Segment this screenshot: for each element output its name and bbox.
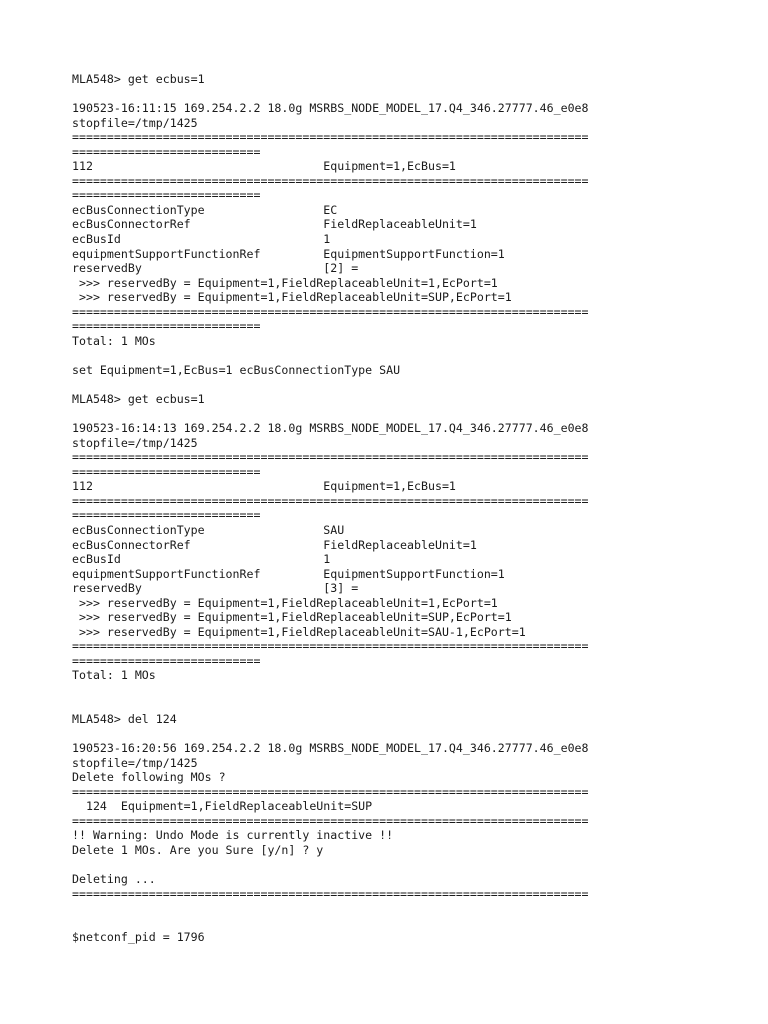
terminal-line: Delete 1 MOs. Are you Sure [y/n] ? y [72,842,324,857]
terminal-line: equipmentSupportFunctionRef EquipmentSupportFunction=1 [72,566,505,581]
blank-line [72,901,712,916]
terminal-line: =========================== [72,653,261,668]
terminal-line: ========================================================================== [72,304,589,319]
blank-line [72,916,712,931]
terminal-line: =========================== [72,144,261,159]
terminal-line: ========================================================================== [72,784,589,799]
blank-line [72,87,712,102]
blank-line [72,727,712,742]
terminal-line: ecBusConnectionType EC [72,202,338,217]
terminal-line: ========================================================================== [72,173,589,188]
terminal-line: stopfile=/tmp/1425 [72,115,198,130]
blank-line [72,377,712,392]
terminal-line: >>> reservedBy = Equipment=1,FieldReplaceableUnit=1,EcPort=1 [72,275,498,290]
terminal-line: $netconf_pid = 1796 [72,930,205,945]
terminal-line: ========================================================================== [72,493,589,508]
terminal-line: Deleting ... [72,872,156,887]
terminal-line: ========================================================================== [72,639,589,654]
blank-line [72,698,712,713]
blank-line [72,858,712,873]
blank-line [72,348,712,363]
terminal-line: 112 Equipment=1,EcBus=1 [72,479,456,494]
terminal-line: 190523-16:14:13 169.254.2.2 18.0g MSRBS_NODE_MODEL_17.Q4_346.27777.46_e0e8 [72,421,589,436]
terminal-line: =========================== [72,508,261,523]
terminal-line: stopfile=/tmp/1425 [72,435,198,450]
terminal-line: stopfile=/tmp/1425 [72,755,198,770]
terminal-line: MLA548> get ecbus=1 [72,392,205,407]
terminal-line: reservedBy [3] = [72,581,359,596]
terminal-line: set Equipment=1,EcBus=1 ecBusConnectionType SAU [72,362,401,377]
terminal-line: >>> reservedBy = Equipment=1,FieldReplaceableUnit=SUP,EcPort=1 [72,290,512,305]
terminal-line: ========================================================================== [72,450,589,465]
blank-line [72,683,712,698]
terminal-line: >>> reservedBy = Equipment=1,FieldReplaceableUnit=SAU-1,EcPort=1 [72,624,526,639]
terminal-line: equipmentSupportFunctionRef EquipmentSupportFunction=1 [72,246,505,261]
terminal-line: =========================== [72,319,261,334]
terminal-output [72,72,712,945]
terminal-line: =========================== [72,188,261,203]
terminal-line: 190523-16:20:56 169.254.2.2 18.0g MSRBS_NODE_MODEL_17.Q4_346.27777.46_e0e8 [72,741,589,756]
blank-line [72,407,712,422]
terminal-line: 124 Equipment=1,FieldReplaceableUnit=SUP [72,799,373,814]
terminal-line: ecBusId 1 [72,232,331,247]
terminal-line: ecBusConnectionType SAU [72,522,345,537]
terminal-line: MLA548> del 124 [72,712,177,727]
terminal-line: 112 Equipment=1,EcBus=1 [72,159,456,174]
terminal-line: ecBusConnectorRef FieldReplaceableUnit=1 [72,217,477,232]
terminal-line: ecBusId 1 [72,552,331,567]
terminal-line: !! Warning: Undo Mode is currently inactive !! [72,828,394,843]
terminal-line: ========================================================================== [72,886,589,901]
terminal-line: Total: 1 MOs [72,333,156,348]
terminal-line: >>> reservedBy = Equipment=1,FieldReplaceableUnit=1,EcPort=1 [72,595,498,610]
terminal-line: ========================================================================== [72,130,589,145]
terminal-line: MLA548> get ecbus=1 [72,72,205,86]
terminal-line: 190523-16:11:15 169.254.2.2 18.0g MSRBS_NODE_MODEL_17.Q4_346.27777.46_e0e8 [72,101,589,116]
terminal-line: Total: 1 MOs [72,668,156,683]
terminal-line: =========================== [72,464,261,479]
terminal-line: reservedBy [2] = [72,261,359,276]
terminal-line: ========================================================================== [72,813,589,828]
terminal-line: Delete following MOs ? [72,770,226,785]
terminal-line: >>> reservedBy = Equipment=1,FieldReplaceableUnit=SUP,EcPort=1 [72,610,512,625]
terminal-line: ecBusConnectorRef FieldReplaceableUnit=1 [72,537,477,552]
